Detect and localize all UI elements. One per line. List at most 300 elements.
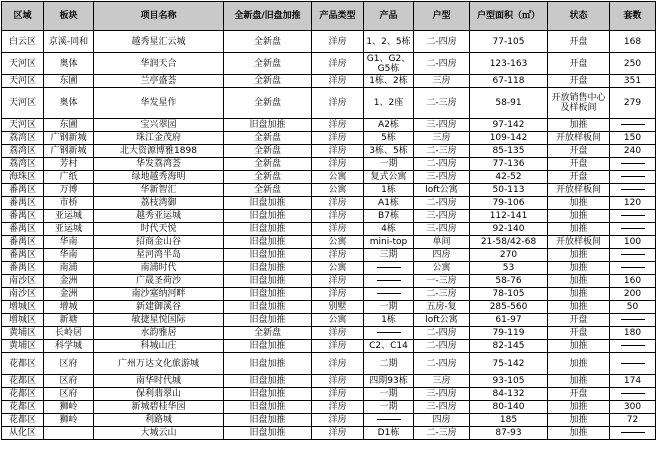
cell-status: 加推 (548, 223, 610, 236)
empty-dash (621, 319, 645, 320)
cell-type: 洋房 (312, 119, 364, 132)
table-row (2, 375, 656, 388)
cell-block: 京溪-同和 (44, 31, 94, 53)
cell-type: 洋房 (312, 275, 364, 288)
cell-area: 21-58/42-68 (470, 236, 548, 249)
cell-product: A2栋 (364, 119, 414, 132)
cell-type: 洋房 (312, 158, 364, 171)
header-row (2, 2, 656, 31)
cell-units: 240 (610, 145, 656, 158)
cell-area: 53 (470, 262, 548, 275)
cell-units (610, 262, 656, 275)
cell-units (610, 388, 656, 401)
cell-product: 1栋、2栋 (364, 75, 414, 88)
cell-project: 招商金山谷 (94, 236, 224, 249)
table-row (2, 275, 656, 288)
cell-type: 洋房 (312, 414, 364, 427)
table-row (2, 314, 656, 327)
cell-type: 洋房 (312, 340, 364, 353)
cell-stage: 全新盘 (224, 327, 312, 340)
cell-project: 广州万达文化旅游城 (94, 353, 224, 375)
cell-status: 加推 (548, 301, 610, 314)
cell-stage: 全新盘 (224, 31, 312, 53)
cell-status: 开盘 (548, 388, 610, 401)
cell-layout: 二-三房 (414, 427, 470, 440)
cell-stage: 旧盘加推 (224, 197, 312, 210)
cell-units (610, 223, 656, 236)
cell-type: 公寓 (312, 236, 364, 249)
cell-layout: 二-四房 (414, 353, 470, 375)
cell-layout: 四房 (414, 414, 470, 427)
cell-project: 敏捷星悦国际 (94, 314, 224, 327)
cell-layout: 三-四房 (414, 388, 470, 401)
cell-area: 80-140 (470, 401, 548, 414)
cell-project: 北大资源博雅1898 (94, 145, 224, 158)
table-row (2, 262, 656, 275)
cell-block: 芳村 (44, 158, 94, 171)
cell-block: 万博 (44, 184, 94, 197)
cell-type: 洋房 (312, 132, 364, 145)
cell-area: 77-105 (470, 31, 548, 53)
cell-area: 77-136 (470, 158, 548, 171)
cell-area: 93-105 (470, 375, 548, 388)
cell-units (610, 119, 656, 132)
cell-block: 华南 (44, 249, 94, 262)
header-area: 户型面积（㎡） (470, 2, 548, 31)
table-body (2, 31, 656, 440)
table-row (2, 158, 656, 171)
cell-status: 开盘 (548, 53, 610, 75)
cell-layout: 三房 (414, 375, 470, 388)
cell-stage: 旧盘加推 (224, 353, 312, 375)
cell-district: 增城区 (2, 301, 44, 314)
header-block: 板块 (44, 2, 94, 31)
cell-area: 78-105 (470, 288, 548, 301)
empty-dash (377, 280, 401, 281)
table-row (2, 340, 656, 353)
cell-product (364, 262, 414, 275)
cell-layout: 一-三房 (414, 275, 470, 288)
empty-dash (621, 215, 645, 216)
cell-units: 150 (610, 132, 656, 145)
cell-layout: 二-三房 (414, 288, 470, 301)
cell-stage: 全新盘 (224, 132, 312, 145)
cell-stage: 旧盘加推 (224, 375, 312, 388)
cell-block: 东圃 (44, 75, 94, 88)
cell-district: 花都区 (2, 353, 44, 375)
cell-status: 加推 (548, 262, 610, 275)
cell-area: 123-163 (470, 53, 548, 75)
header-status: 状态 (548, 2, 610, 31)
housing-listing-table (1, 1, 656, 440)
table-row (2, 288, 656, 301)
cell-stage: 旧盘加推 (224, 249, 312, 262)
table-row (2, 53, 656, 75)
cell-units (610, 314, 656, 327)
cell-block: 金洲 (44, 275, 94, 288)
cell-status: 加推 (548, 427, 610, 440)
cell-units: 180 (610, 327, 656, 340)
cell-status: 开盘 (548, 75, 610, 88)
table-row (2, 327, 656, 340)
cell-district: 番禺区 (2, 236, 44, 249)
empty-dash (377, 267, 401, 268)
cell-district: 番禺区 (2, 210, 44, 223)
cell-area: 109-142 (470, 132, 548, 145)
cell-stage: 旧盘加推 (224, 119, 312, 132)
cell-stage: 全新盘 (224, 53, 312, 75)
cell-project: 大城云山 (94, 427, 224, 440)
cell-status: 开放样板间 (548, 132, 610, 145)
cell-project: 华润天合 (94, 53, 224, 75)
cell-product: 二期 (364, 353, 414, 375)
cell-block: 东圃 (44, 119, 94, 132)
cell-units: 160 (610, 275, 656, 288)
header-stage: 全新盘/旧盘加推 (224, 2, 312, 31)
cell-district: 南沙区 (2, 275, 44, 288)
cell-stage: 全新盘 (224, 75, 312, 88)
empty-dash (621, 363, 645, 364)
empty-dash (621, 176, 645, 177)
cell-layout: 公寓 (414, 262, 470, 275)
cell-status: 开盘 (548, 31, 610, 53)
cell-product: 一期 (364, 158, 414, 171)
table-row (2, 171, 656, 184)
cell-district: 荔湾区 (2, 145, 44, 158)
cell-project: 越秀星汇云城 (94, 31, 224, 53)
cell-project: 华发荔湾荟 (94, 158, 224, 171)
cell-product: 1栋 (364, 184, 414, 197)
cell-units: 100 (610, 236, 656, 249)
cell-status: 加推 (548, 119, 610, 132)
cell-layout: 二-三房 (414, 88, 470, 119)
cell-area: 285-560 (470, 301, 548, 314)
cell-type: 别墅 (312, 301, 364, 314)
cell-area: 79-119 (470, 327, 548, 340)
cell-status: 加推 (548, 197, 610, 210)
cell-product (364, 275, 414, 288)
empty-dash (621, 393, 645, 394)
cell-project: 越秀亚运城 (94, 210, 224, 223)
cell-type: 洋房 (312, 327, 364, 340)
empty-dash (621, 189, 645, 190)
cell-district: 白云区 (2, 31, 44, 53)
cell-block: 广钢新城 (44, 132, 94, 145)
cell-block: 科学城 (44, 340, 94, 353)
header-type: 产品类型 (312, 2, 364, 31)
cell-district: 番禺区 (2, 249, 44, 262)
cell-product: C2、C14 (364, 340, 414, 353)
cell-product: 四期93栋 (364, 375, 414, 388)
cell-district: 番禺区 (2, 262, 44, 275)
table-row (2, 223, 656, 236)
cell-area: 82-145 (470, 340, 548, 353)
table-row (2, 132, 656, 145)
cell-status: 加推 (548, 210, 610, 223)
cell-units (610, 353, 656, 375)
cell-project: 兰亭盛荟 (94, 75, 224, 88)
cell-units (610, 210, 656, 223)
empty-dash (621, 163, 645, 164)
cell-block: 广纸 (44, 171, 94, 184)
cell-block: 亚运城 (44, 223, 94, 236)
cell-layout: 单间 (414, 236, 470, 249)
cell-stage: 全新盘 (224, 145, 312, 158)
cell-district: 番禺区 (2, 223, 44, 236)
table-row (2, 427, 656, 440)
table-row (2, 31, 656, 53)
cell-layout: 三-四房 (414, 223, 470, 236)
cell-project: 保利翡翠山 (94, 388, 224, 401)
cell-area: 84-132 (470, 388, 548, 401)
cell-district: 黄埔区 (2, 327, 44, 340)
cell-type: 洋房 (312, 223, 364, 236)
empty-dash (621, 254, 645, 255)
cell-units: 50 (610, 301, 656, 314)
cell-layout: 二-三房 (414, 145, 470, 158)
cell-layout: 三-四房 (414, 210, 470, 223)
table-row (2, 249, 656, 262)
cell-status: 加推 (548, 375, 610, 388)
cell-stage: 旧盘加推 (224, 427, 312, 440)
cell-units: 120 (610, 197, 656, 210)
table-row (2, 197, 656, 210)
cell-stage: 全新盘 (224, 184, 312, 197)
cell-area: 67-118 (470, 75, 548, 88)
cell-units (610, 184, 656, 197)
cell-district: 花都区 (2, 388, 44, 401)
cell-layout: 三-四房 (414, 171, 470, 184)
cell-stage: 旧盘加推 (224, 414, 312, 427)
cell-type: 洋房 (312, 31, 364, 53)
cell-units: 200 (610, 288, 656, 301)
cell-block: 新塘 (44, 314, 94, 327)
header-project: 项目名称 (94, 2, 224, 31)
cell-units: 174 (610, 375, 656, 388)
cell-status: 开盘 (548, 171, 610, 184)
cell-type: 公寓 (312, 314, 364, 327)
cell-units (610, 249, 656, 262)
cell-type: 公寓 (312, 262, 364, 275)
cell-units: 279 (610, 88, 656, 119)
cell-stage: 旧盘加推 (224, 223, 312, 236)
cell-product: 5栋 (364, 132, 414, 145)
cell-type: 洋房 (312, 75, 364, 88)
cell-units (610, 171, 656, 184)
cell-status: 开放样板间 (548, 184, 610, 197)
cell-units: 72 (610, 414, 656, 427)
cell-project: 新建御溪谷 (94, 301, 224, 314)
table-row (2, 75, 656, 88)
cell-type: 洋房 (312, 53, 364, 75)
cell-layout: 二-四房 (414, 31, 470, 53)
cell-area: 58-91 (470, 88, 548, 119)
cell-units (610, 158, 656, 171)
cell-layout: loft公寓 (414, 184, 470, 197)
cell-status: 加推 (548, 275, 610, 288)
cell-area: 79-106 (470, 197, 548, 210)
cell-product: 复式公寓 (364, 171, 414, 184)
cell-block: 增城 (44, 301, 94, 314)
header-product: 产品 (364, 2, 414, 31)
cell-product: mini-top (364, 236, 414, 249)
cell-district: 增城区 (2, 314, 44, 327)
cell-district: 荔湾区 (2, 132, 44, 145)
empty-dash (377, 332, 401, 333)
cell-layout: loft公寓 (414, 314, 470, 327)
cell-stage: 旧盘加推 (224, 301, 312, 314)
cell-district: 荔湾区 (2, 158, 44, 171)
cell-project: 华发星作 (94, 88, 224, 119)
cell-product: 三期 (364, 249, 414, 262)
cell-block (44, 427, 94, 440)
cell-layout: 三-四房 (414, 119, 470, 132)
cell-district: 海珠区 (2, 171, 44, 184)
cell-status: 开盘 (548, 314, 610, 327)
cell-product: 4栋 (364, 223, 414, 236)
cell-product (364, 327, 414, 340)
cell-block: 南浦 (44, 262, 94, 275)
cell-project: 星河湾半岛 (94, 249, 224, 262)
table-row (2, 236, 656, 249)
cell-area: 85-135 (470, 145, 548, 158)
table-header (2, 2, 656, 31)
cell-project: 南华时代城 (94, 375, 224, 388)
cell-status: 加推 (548, 353, 610, 375)
cell-product: G1、G2、G5栋 (364, 53, 414, 75)
cell-block: 亚运城 (44, 210, 94, 223)
cell-status: 开盘 (548, 327, 610, 340)
cell-project: 珠江金茂府 (94, 132, 224, 145)
cell-district: 番禺区 (2, 184, 44, 197)
cell-project: 时代天悦 (94, 223, 224, 236)
cell-area: 61-97 (470, 314, 548, 327)
cell-stage: 全新盘 (224, 171, 312, 184)
cell-product: B7栋 (364, 210, 414, 223)
header-layout: 户型 (414, 2, 470, 31)
cell-stage: 旧盘加推 (224, 340, 312, 353)
cell-block: 奥体 (44, 88, 94, 119)
table-row (2, 88, 656, 119)
cell-project: 南沙塞纳河畔 (94, 288, 224, 301)
cell-area: 97-142 (470, 119, 548, 132)
header-units: 套数 (610, 2, 656, 31)
cell-product: D1栋 (364, 427, 414, 440)
cell-type: 洋房 (312, 288, 364, 301)
cell-district: 天河区 (2, 119, 44, 132)
cell-layout: 三房 (414, 75, 470, 88)
cell-type: 洋房 (312, 353, 364, 375)
cell-stage: 旧盘加推 (224, 275, 312, 288)
cell-type: 公寓 (312, 184, 364, 197)
cell-project: 宝兴翠园 (94, 119, 224, 132)
cell-block: 金洲 (44, 288, 94, 301)
empty-dash (621, 228, 645, 229)
cell-product: 一期 (364, 401, 414, 414)
cell-district: 天河区 (2, 53, 44, 75)
cell-project: 新城碧桂华园 (94, 401, 224, 414)
table-row (2, 388, 656, 401)
cell-units: 250 (610, 53, 656, 75)
table-row (2, 301, 656, 314)
cell-district: 从化区 (2, 427, 44, 440)
cell-project: 华新智汇 (94, 184, 224, 197)
cell-stage: 全新盘 (224, 158, 312, 171)
cell-status: 加推 (548, 414, 610, 427)
cell-layout: 二-四房 (414, 53, 470, 75)
cell-type: 公寓 (312, 171, 364, 184)
cell-area: 112-141 (470, 210, 548, 223)
cell-layout: 二-四房 (414, 197, 470, 210)
cell-status: 开盘 (548, 158, 610, 171)
cell-type: 洋房 (312, 388, 364, 401)
cell-block: 区府 (44, 388, 94, 401)
cell-units: 351 (610, 75, 656, 88)
table-row (2, 119, 656, 132)
cell-block: 狮岭 (44, 401, 94, 414)
cell-product: 1、2座 (364, 88, 414, 119)
cell-district: 番禺区 (2, 197, 44, 210)
empty-dash (621, 124, 645, 125)
table-row (2, 210, 656, 223)
cell-stage: 全新盘 (224, 88, 312, 119)
table-row (2, 401, 656, 414)
cell-stage: 旧盘加推 (224, 314, 312, 327)
cell-area: 75-142 (470, 353, 548, 375)
empty-dash (621, 345, 645, 346)
cell-layout: 二-四房 (414, 327, 470, 340)
cell-block: 区府 (44, 353, 94, 375)
cell-status: 开放销售中心及样板间 (548, 88, 610, 119)
cell-project: 荔枝湾御 (94, 197, 224, 210)
cell-project: 南浦时代 (94, 262, 224, 275)
cell-stage: 旧盘加推 (224, 210, 312, 223)
cell-layout: 四房 (414, 249, 470, 262)
cell-project: 绿地越秀海明 (94, 171, 224, 184)
empty-dash (377, 419, 401, 420)
cell-status: 开放样板间 (548, 236, 610, 249)
cell-stage: 旧盘加推 (224, 288, 312, 301)
cell-area: 92-140 (470, 223, 548, 236)
cell-product: 一期 (364, 388, 414, 401)
cell-area: 270 (470, 249, 548, 262)
cell-units (610, 340, 656, 353)
cell-block: 狮岭 (44, 414, 94, 427)
cell-area: 185 (470, 414, 548, 427)
cell-product (364, 288, 414, 301)
cell-stage: 旧盘加推 (224, 262, 312, 275)
cell-stage: 旧盘加推 (224, 388, 312, 401)
cell-district: 南沙区 (2, 288, 44, 301)
cell-product: 1、2、5栋 (364, 31, 414, 53)
cell-district: 天河区 (2, 88, 44, 119)
cell-project: 科城山庄 (94, 340, 224, 353)
cell-district: 花都区 (2, 375, 44, 388)
cell-layout: 二-四房 (414, 158, 470, 171)
cell-units: 168 (610, 31, 656, 53)
cell-units: 300 (610, 401, 656, 414)
cell-type: 洋房 (312, 197, 364, 210)
table-row (2, 414, 656, 427)
cell-layout: 三房 (414, 132, 470, 145)
cell-status: 加推 (548, 401, 610, 414)
table-row (2, 353, 656, 375)
cell-layout: 二-四房 (414, 340, 470, 353)
cell-layout: 五房-复 (414, 301, 470, 314)
cell-area: 87-93 (470, 427, 548, 440)
cell-project: 广晟圣荷沙 (94, 275, 224, 288)
cell-product (364, 414, 414, 427)
